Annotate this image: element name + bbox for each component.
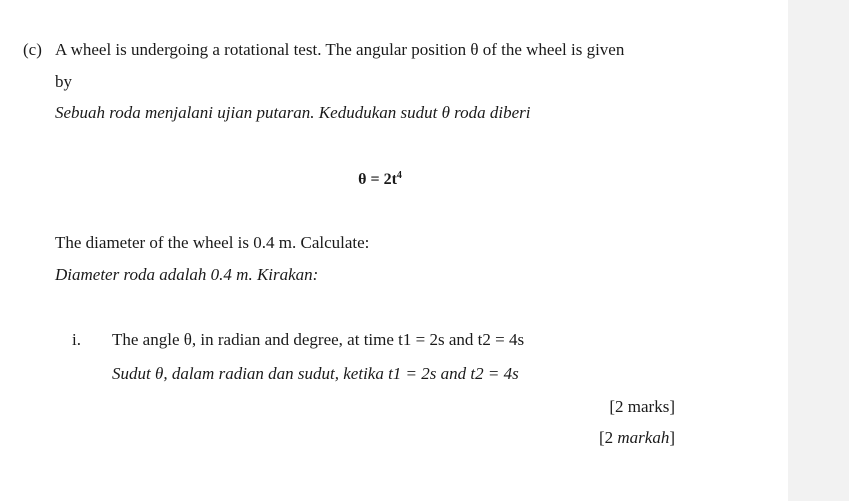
equation	[0, 170, 760, 189]
subquestion-label: i.	[72, 330, 81, 349]
marks-ms	[560, 428, 675, 448]
question-line-ms: Sebuah roda menjalani ujian putaran. Kedudukan sudut θ roda diberi	[55, 103, 531, 122]
marks-en: [2 marks]	[609, 397, 675, 416]
subquestion-text-en: The angle θ, in radian and degree, at time t1 = 2s and t2 = 4s	[112, 330, 525, 349]
question-line-1-en: A wheel is undergoing a rotational test. The angular position θ of the wheel is given	[55, 40, 625, 59]
marks-ms-close: ]	[669, 428, 675, 447]
subquestion-text-ms: Sudut θ, dalam radian dan sudut, ketika t1 = 2s and t2 = 4s	[112, 364, 519, 383]
equation-exponent: 4	[396, 170, 402, 181]
question-line-2-en: by	[55, 72, 72, 91]
marks-ms-word: markah	[617, 428, 670, 447]
part-label: (c)	[23, 40, 42, 59]
side-panel	[788, 0, 849, 501]
diameter-text-ms: Diameter roda adalah 0.4 m. Kirakan:	[55, 265, 319, 284]
diameter-text-en: The diameter of the wheel is 0.4 m. Calculate:	[55, 233, 370, 252]
equation-base: θ = 2t	[358, 171, 397, 188]
marks-ms-open: [2	[598, 428, 618, 447]
